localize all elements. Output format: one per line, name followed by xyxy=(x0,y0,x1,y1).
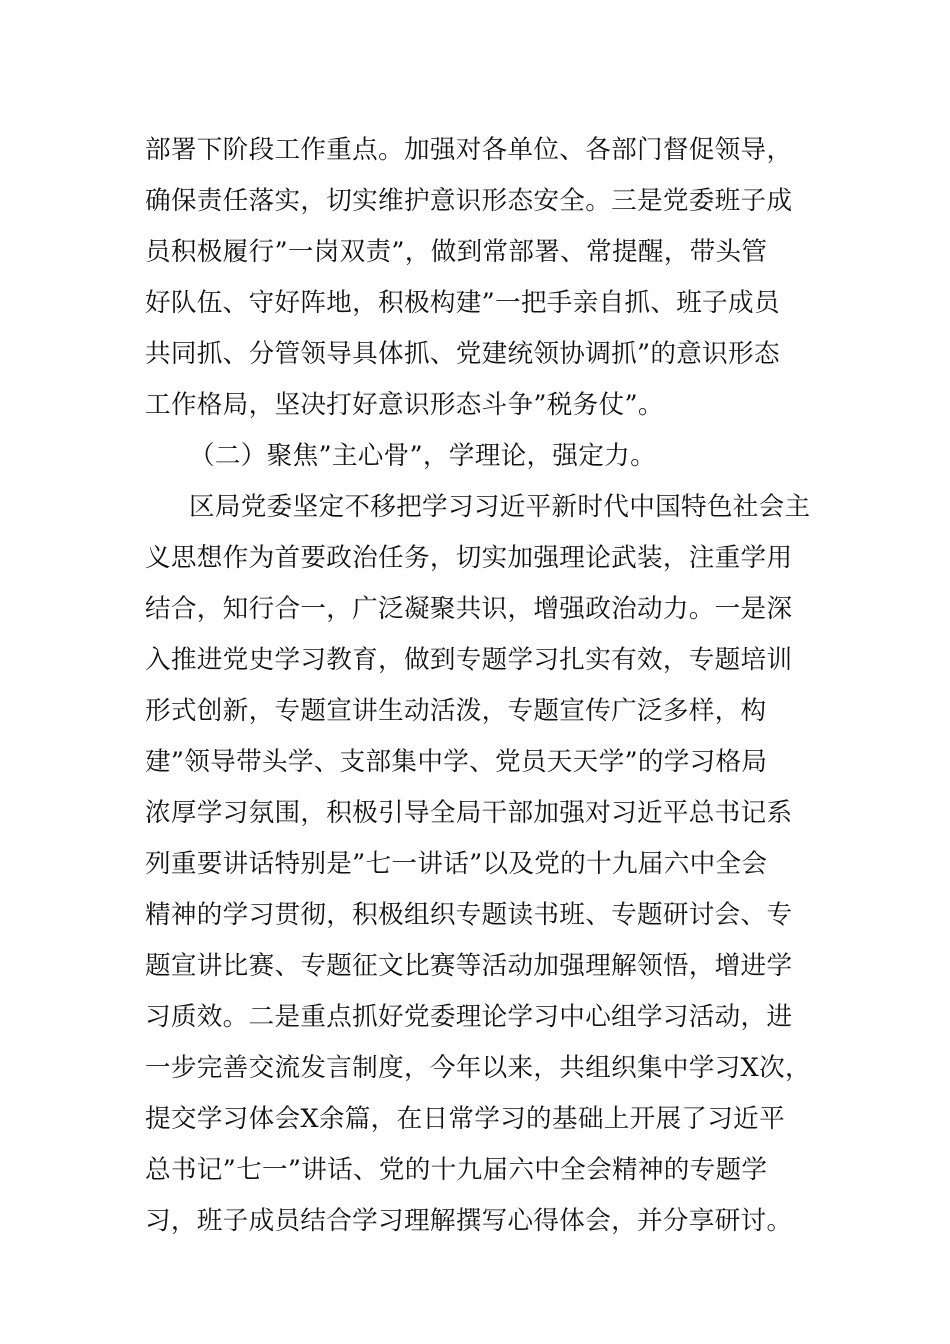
text-line: 习，班子成员结合学习理解撰写心得体会，并分享研讨。 xyxy=(145,1206,793,1236)
text-line: 好队伍、守好阵地，积极构建”一把手亲自抓、班子成员 xyxy=(145,288,780,318)
text-line: 员积极履行”一岗双责”，做到常部署、常提醒，带头管 xyxy=(145,237,768,267)
text-line: 提交学习体会X余篇，在日常学习的基础上开展了习近平 xyxy=(145,1104,785,1134)
text-line: 建”领导带头学、支部集中学、党员天天学”的学习格局 xyxy=(145,747,768,777)
section-heading: （二）聚焦”主心骨”，学理论，强定力。 xyxy=(189,441,656,471)
paragraph-first-line: 区局党委坚定不移把学习习近平新时代中国特色社会主 xyxy=(189,492,811,522)
text-line: 一步完善交流发言制度，今年以来，共组织集中学习X次， xyxy=(145,1053,811,1083)
body-text xyxy=(145,125,815,1247)
text-line: 浓厚学习氛围，积极引导全局干部加强对习近平总书记系 xyxy=(145,798,793,828)
text-line: 入推进党史学习教育，做到专题学习扎实有效，专题培训 xyxy=(145,645,793,675)
text-line: 题宣讲比赛、专题征文比赛等活动加强理解领悟，增进学 xyxy=(145,951,793,981)
text-line: 形式创新，专题宣讲生动活泼，专题宣传广泛多样，构 xyxy=(145,696,767,726)
text-line: 结合，知行合一，广泛凝聚共识，增强政治动力。一是深 xyxy=(145,594,793,624)
text-line: 工作格局，坚决打好意识形态斗争”税务仗”。 xyxy=(145,390,664,420)
text-line: 习质效。二是重点抓好党委理论学习中心组学习活动，进 xyxy=(145,1002,793,1032)
text-line: 精神的学习贯彻，积极组织专题读书班、专题研讨会、专 xyxy=(145,900,793,930)
text-line: 列重要讲话特别是”七一讲话”以及党的十九届六中全会 xyxy=(145,849,768,879)
text-line: 义思想作为首要政治任务，切实加强理论武装，注重学用 xyxy=(145,543,793,573)
text-line: 确保责任落实，切实维护意识形态安全。三是党委班子成 xyxy=(145,186,793,216)
text-line: 部署下阶段工作重点。加强对各单位、各部门督促领导， xyxy=(145,135,793,165)
text-line: 共同抓、分管领导具体抓、党建统领协调抓”的意识形态 xyxy=(145,339,780,369)
text-line: 总书记”七一”讲话、党的十九届六中全会精神的专题学 xyxy=(145,1155,768,1185)
